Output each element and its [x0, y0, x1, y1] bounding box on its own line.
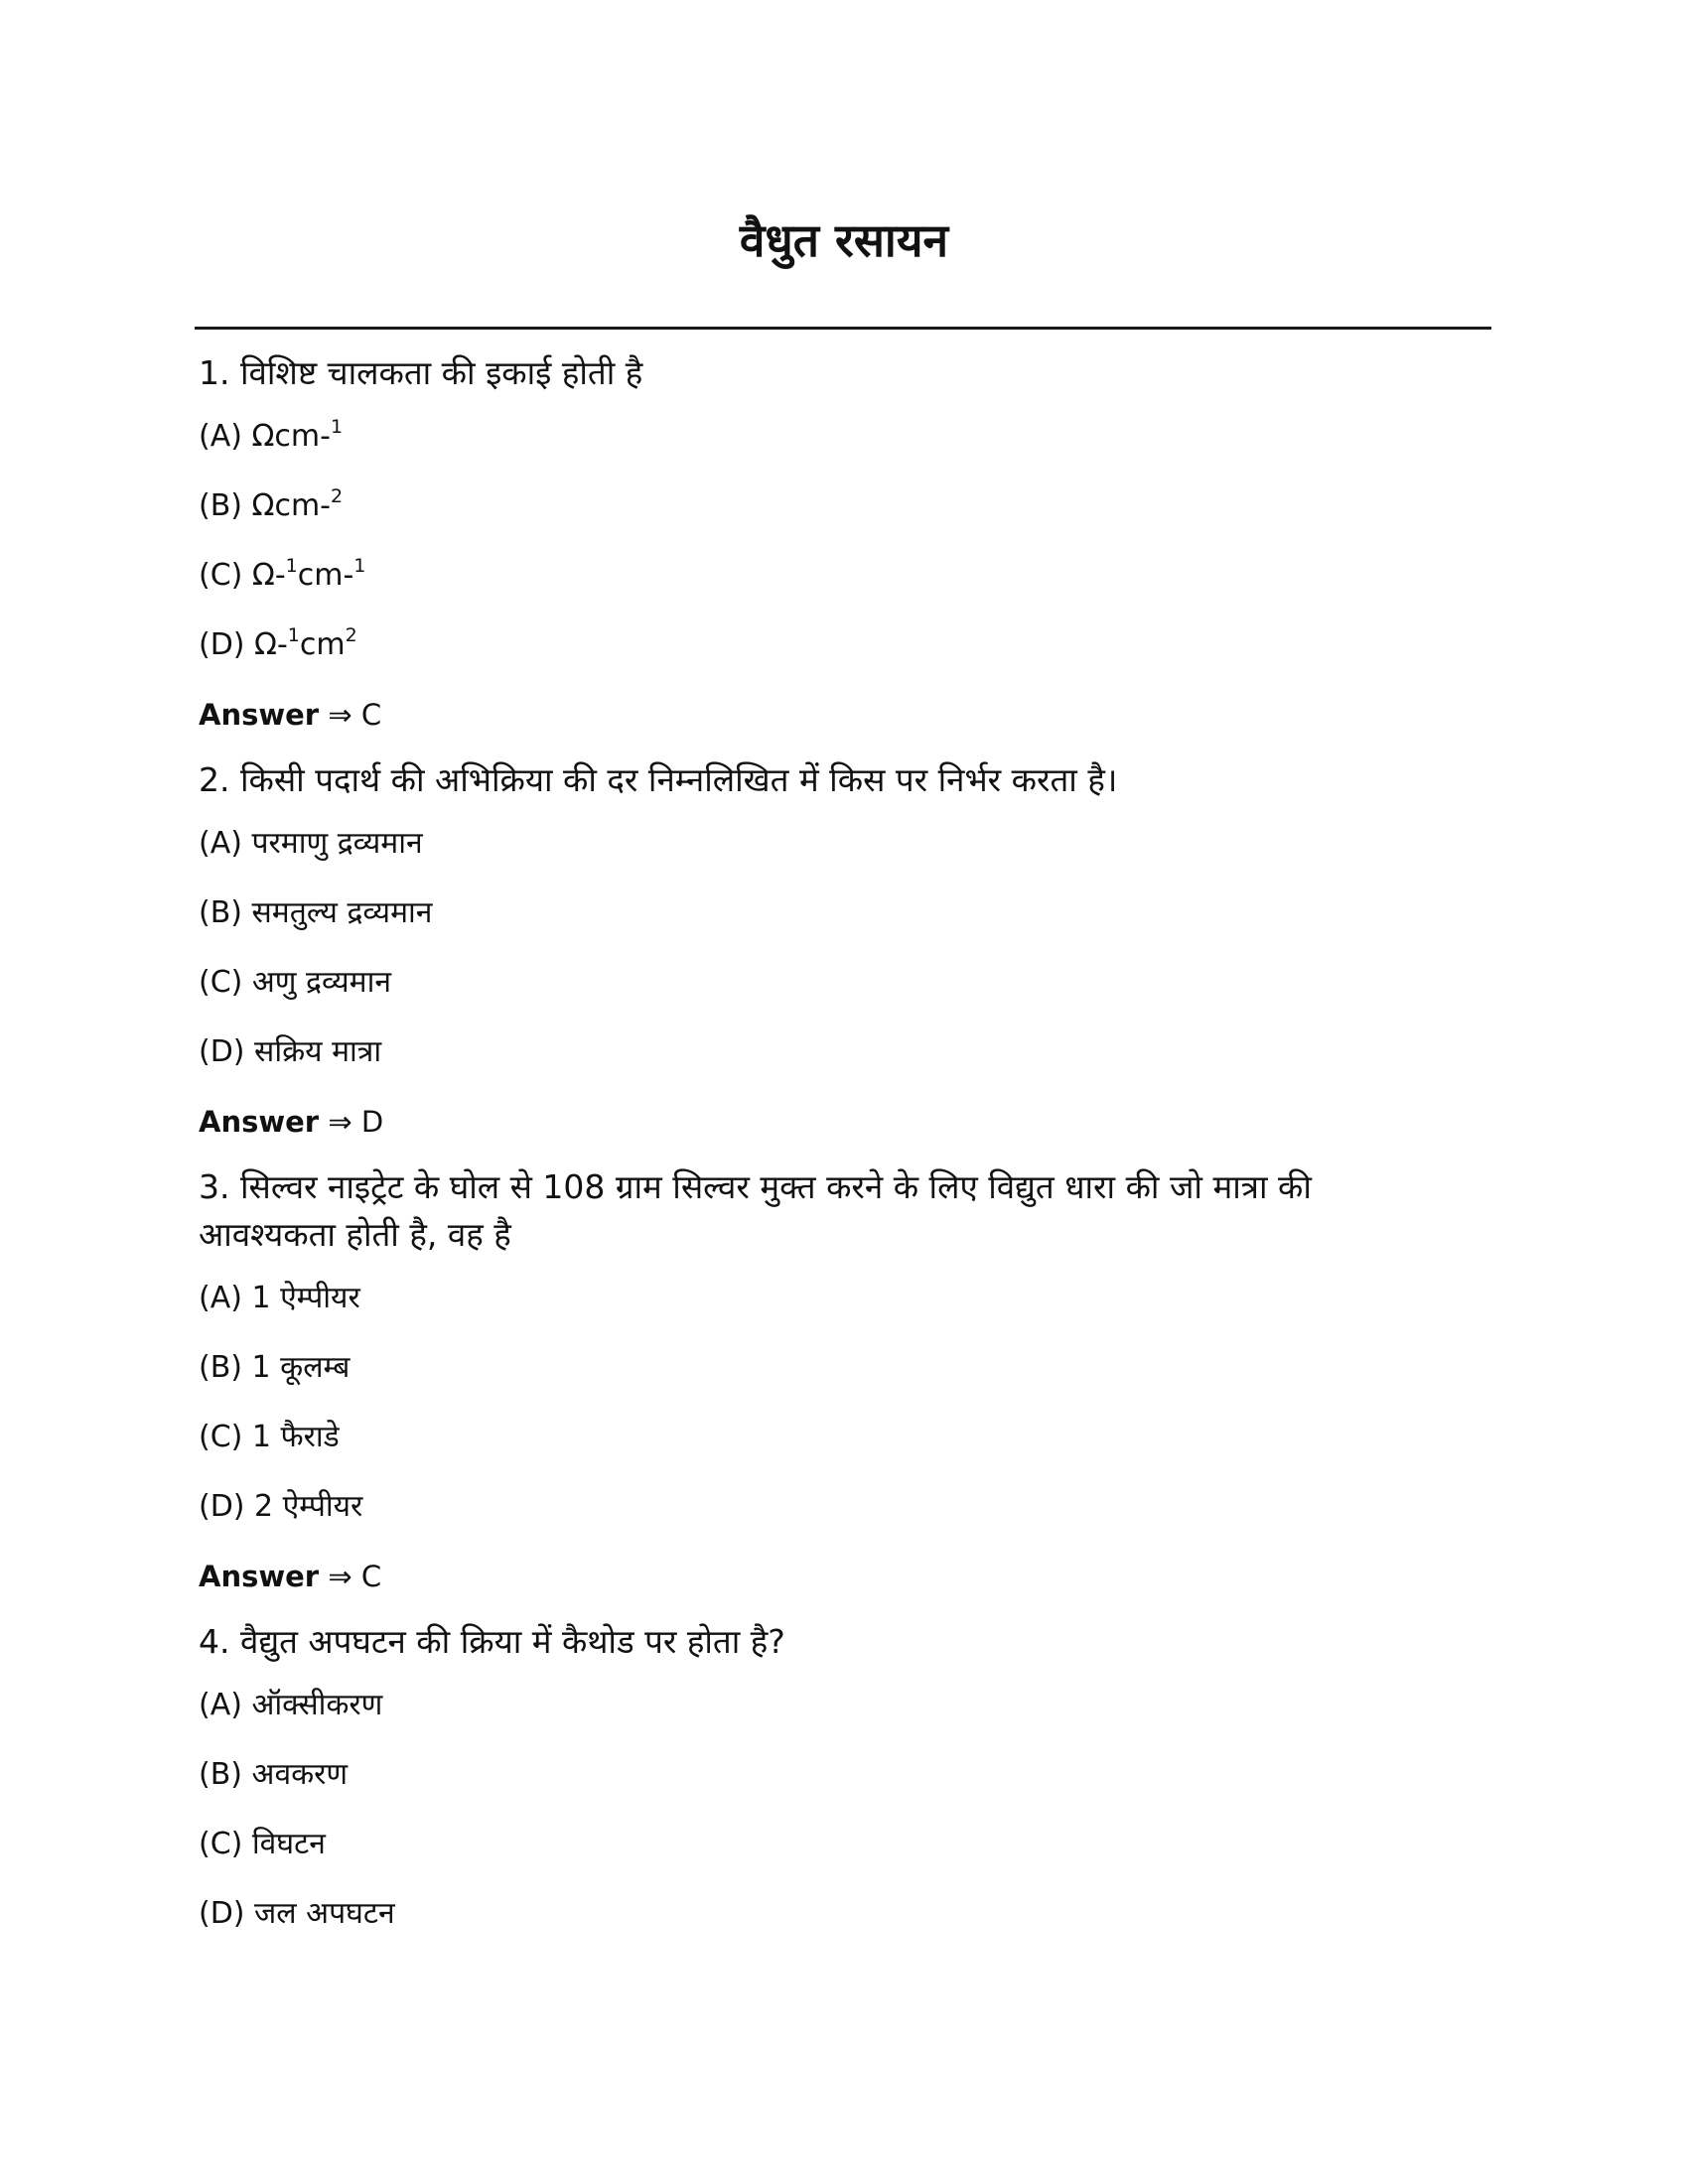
option-c: (C) विघटन	[199, 1827, 326, 1861]
option-superscript: 1	[330, 416, 344, 438]
option-text: cm	[299, 627, 346, 662]
question-text	[199, 1163, 1390, 1259]
question-text: 1. विशिष्ट चालकता की इकाई होती है	[199, 353, 643, 392]
option-c: (C) 1 फैराडे	[199, 1420, 340, 1454]
answer-value: ⇒ C	[328, 698, 382, 732]
option-c	[199, 556, 1390, 596]
question-text: 2. किसी पदार्थ की अभिक्रिया की दर निम्नलिखित में किस पर निर्भर करता है।	[199, 760, 1118, 799]
option-text: (D) Ω-	[199, 627, 288, 662]
question-block-3	[199, 1163, 1390, 1596]
option-text: (A) Ωcm-	[199, 419, 331, 454]
question-block-4	[199, 1618, 1390, 1934]
option-text: (B) Ωcm-	[199, 488, 331, 523]
answer-line	[199, 1557, 1390, 1596]
option-a: (A) 1 ऐम्पीयर	[199, 1281, 360, 1315]
option-a: (A) ऑक्सीकरण	[199, 1688, 383, 1722]
option-superscript: 1	[287, 624, 300, 646]
option-b: (B) समतुल्य द्रव्यमान	[199, 895, 433, 930]
answer-line	[199, 1102, 1390, 1142]
option-b: (B) 1 कूलम्ब	[199, 1350, 351, 1385]
option-d: (D) जल अपघटन	[199, 1896, 395, 1931]
question-list	[199, 349, 1390, 1964]
title-divider	[195, 327, 1491, 330]
option-superscript: 2	[345, 624, 357, 646]
answer-value: ⇒ D	[328, 1105, 384, 1139]
option-a: (A) परमाणु द्रव्यमान	[199, 826, 423, 861]
page-title: वैधुत रसायन	[739, 213, 949, 267]
question-text-line: 3. सिल्वर नाइट्रेट के घोल से 108 ग्राम सिल्वर मुक्त करने के लिए विद्युत धारा की जो मात्रा की	[199, 1167, 1312, 1206]
option-text: cm-	[297, 558, 354, 593]
answer-label: Answer	[199, 698, 320, 732]
option-d	[199, 625, 1390, 665]
option-text: (C) Ω-	[199, 558, 286, 593]
question-text-line: आवश्यकता होती है, वह है	[199, 1215, 511, 1254]
option-c: (C) अणु द्रव्यमान	[199, 965, 391, 1000]
question-text: 4. वैद्युत अपघटन की क्रिया में कैथोड पर होता है?	[199, 1622, 785, 1661]
option-d: (D) 2 ऐम्पीयर	[199, 1489, 363, 1524]
question-block-1	[199, 349, 1390, 735]
answer-label: Answer	[199, 1560, 320, 1593]
option-b: (B) अवकरण	[199, 1757, 349, 1792]
option-superscript: 1	[353, 555, 366, 577]
answer-line	[199, 695, 1390, 735]
option-a	[199, 417, 1390, 457]
question-block-2	[199, 756, 1390, 1142]
option-b	[199, 486, 1390, 526]
option-d: (D) सक्रिय मात्रा	[199, 1034, 382, 1069]
answer-value: ⇒ C	[328, 1560, 382, 1593]
option-superscript: 2	[331, 485, 344, 507]
answer-label: Answer	[199, 1105, 320, 1139]
option-superscript: 1	[285, 555, 298, 577]
